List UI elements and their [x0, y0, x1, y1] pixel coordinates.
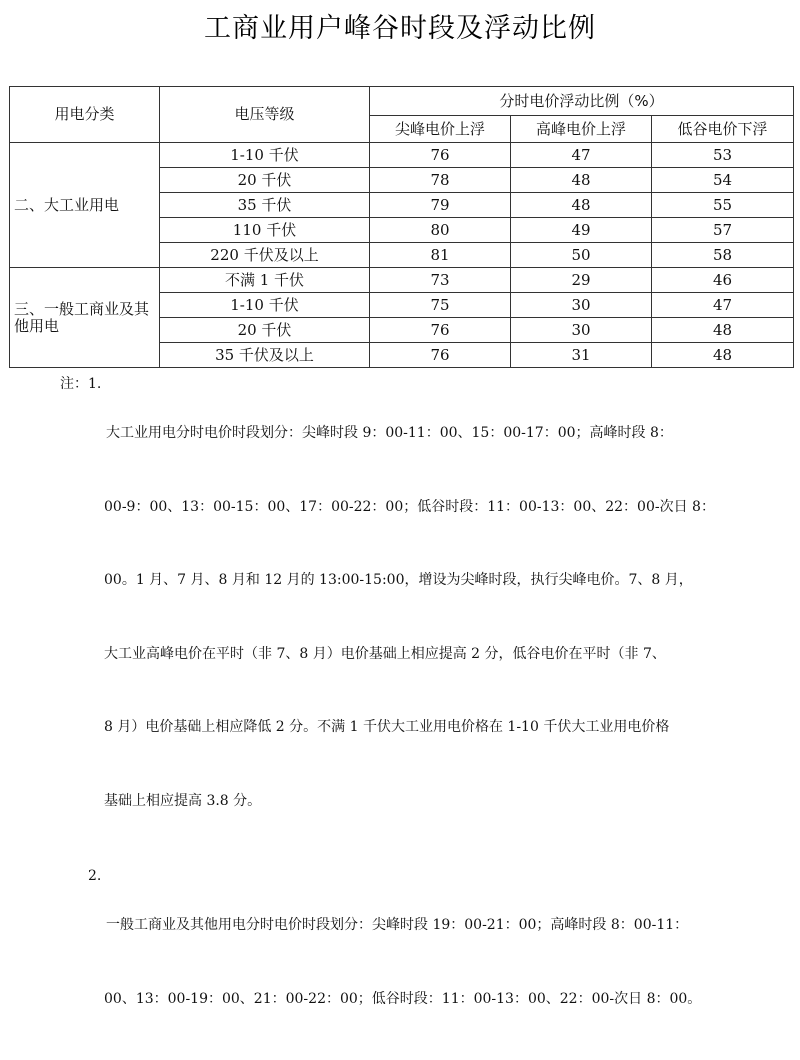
- sharp-cell: 76: [370, 318, 511, 343]
- note-1-line: 基础上相应提高 3.8 分。: [104, 792, 262, 809]
- voltage-cell: 不满 1 千伏: [160, 268, 370, 293]
- valley-cell: 46: [652, 268, 794, 293]
- valley-cell: 57: [652, 218, 794, 243]
- valley-cell: 48: [652, 318, 794, 343]
- voltage-cell: 220 千伏及以上: [160, 243, 370, 268]
- note-1-line: 00。1 月、7 月、8 月和 12 月的 13:00-15:00，增设为尖峰时段，执行尖峰电价。7、8 月，: [104, 572, 693, 588]
- note-1-number: 1.: [88, 376, 102, 392]
- valley-cell: 48: [652, 343, 794, 368]
- note-1-line: 00-9：00、13：00-15：00、17：00-22：00；低谷时段：11：00-13：00、22：00-次日 8：: [104, 498, 715, 515]
- peak-cell: 49: [511, 218, 652, 243]
- header-sharp-peak: 尖峰电价上浮: [370, 116, 511, 143]
- peak-cell: 47: [511, 143, 652, 168]
- valley-cell: 53: [652, 143, 794, 168]
- voltage-cell: 35 千伏及以上: [160, 343, 370, 368]
- sharp-cell: 79: [370, 193, 511, 218]
- header-peak: 高峰电价上浮: [511, 116, 652, 143]
- peak-cell: 30: [511, 293, 652, 318]
- voltage-cell: 20 千伏: [160, 168, 370, 193]
- category-cell: 三、一般工商业及其他用电: [10, 268, 160, 368]
- sharp-cell: 78: [370, 168, 511, 193]
- voltage-cell: 1-10 千伏: [160, 143, 370, 168]
- peak-cell: 48: [511, 168, 652, 193]
- valley-cell: 54: [652, 168, 794, 193]
- note-2-line: 一般工商业及其他用电分时电价时段划分：尖峰时段 19：00-21：00；高峰时段 8：00-11：: [106, 917, 689, 933]
- sharp-cell: 76: [370, 343, 511, 368]
- sharp-cell: 75: [370, 293, 511, 318]
- sharp-cell: 81: [370, 243, 511, 268]
- header-valley: 低谷电价下浮: [652, 116, 794, 143]
- table-row: [10, 268, 794, 293]
- sharp-cell: 76: [370, 143, 511, 168]
- header-voltage: 电压等级: [160, 87, 370, 143]
- voltage-cell: 110 千伏: [160, 218, 370, 243]
- notes-label: 注：: [60, 376, 88, 392]
- page-title: 工商业用户峰谷时段及浮动比例: [204, 13, 596, 44]
- peak-cell: 30: [511, 318, 652, 343]
- note-1-line: 大工业用电分时电价时段划分：尖峰时段 9：00-11：00、15：00-17：00；高峰时段 8：: [106, 425, 673, 441]
- note-2: [60, 864, 790, 1060]
- note-1-line: 大工业高峰电价在平时（非 7、8 月）电价基础上相应提高 2 分，低谷电价在平时（非 7、: [104, 645, 666, 662]
- peak-cell: 48: [511, 193, 652, 218]
- peak-cell: 50: [511, 243, 652, 268]
- voltage-cell: 1-10 千伏: [160, 293, 370, 318]
- note-2-number: 2.: [88, 868, 102, 884]
- header-float-ratio: 分时电价浮动比例（%）: [370, 87, 794, 116]
- sharp-cell: 80: [370, 218, 511, 243]
- valley-cell: 47: [652, 293, 794, 318]
- valley-cell: 58: [652, 243, 794, 268]
- note-1: [60, 372, 790, 862]
- notes-section: [60, 372, 790, 1060]
- note-2-line: 00、13：00-19：00、21：00-22：00；低谷时段：11：00-13：00、22：00-次日 8：00。: [104, 990, 702, 1007]
- category-cell: 二、大工业用电: [10, 143, 160, 268]
- peak-cell: 29: [511, 268, 652, 293]
- peak-cell: 31: [511, 343, 652, 368]
- valley-cell: 55: [652, 193, 794, 218]
- voltage-cell: 20 千伏: [160, 318, 370, 343]
- note-1-line: 8 月）电价基础上相应降低 2 分。不满 1 千伏大工业用电价格在 1-10 千伏大工业用电价格: [104, 719, 670, 735]
- voltage-cell: 35 千伏: [160, 193, 370, 218]
- sharp-cell: 73: [370, 268, 511, 293]
- table-header-row: [10, 87, 794, 116]
- tariff-table: [9, 86, 794, 368]
- table-row: [10, 143, 794, 168]
- header-category: 用电分类: [10, 87, 160, 143]
